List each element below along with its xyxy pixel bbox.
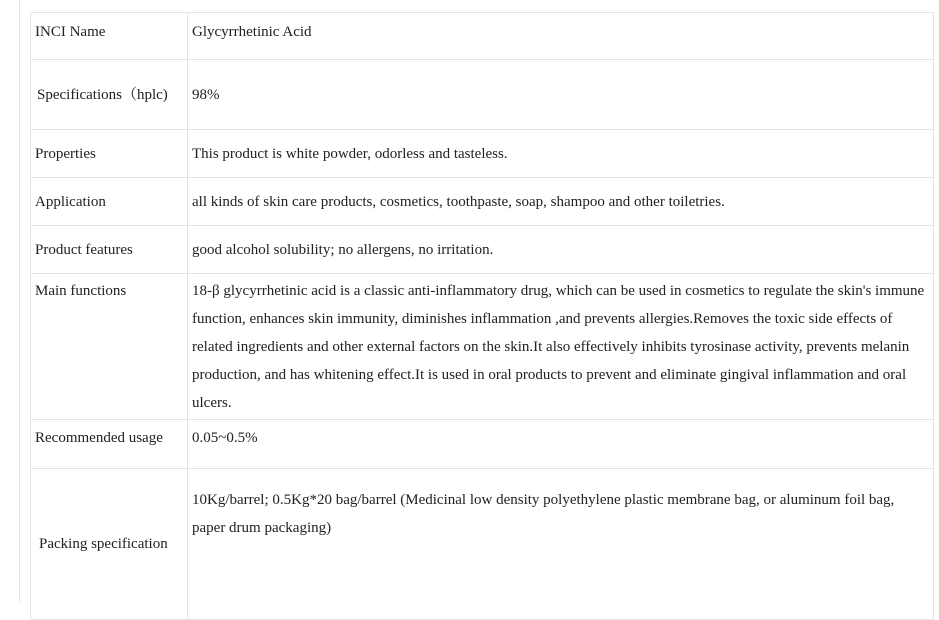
table-row-product-features — [31, 226, 934, 274]
table-row-packing-specification — [31, 469, 934, 620]
row-value: 0.05~0.5% — [188, 420, 934, 469]
row-label: INCI Name — [31, 13, 188, 60]
table-row-inci-name — [31, 13, 934, 60]
row-value: good alcohol solubility; no allergens, no irritation. — [188, 226, 934, 274]
row-label: Specifications（hplc) — [31, 60, 188, 130]
row-label: Recommended usage — [31, 420, 188, 469]
row-value: 98% — [188, 60, 934, 130]
row-value: Glycyrrhetinic Acid — [188, 13, 934, 60]
page-left-rule — [19, 0, 20, 603]
row-label: Main functions — [31, 274, 188, 420]
row-value: This product is white powder, odorless and tasteless. — [188, 130, 934, 178]
row-value: 18-β glycyrrhetinic acid is a classic anti-inflammatory drug, which can be used in cosmetics to regulate the skin's immune function, enhances skin immunity, diminishes inflammation ,and prevents allergies.Removes the toxic side effects of related ingredients and other external factors on the skin.It also effectively inhibits tyrosinase activity, prevents melanin production, and has whitening effect.It is used in oral products to prevent and eliminate gingival inflammation and oral ulcers. — [188, 274, 934, 420]
row-value: all kinds of skin care products, cosmetics, toothpaste, soap, shampoo and other toiletries. — [188, 178, 934, 226]
row-label: Application — [31, 178, 188, 226]
row-label: Properties — [31, 130, 188, 178]
product-spec-table — [30, 12, 934, 620]
table-row-main-functions — [31, 274, 934, 420]
row-value: 10Kg/barrel; 0.5Kg*20 bag/barrel (Medicinal low density polyethylene plastic membrane bag, or aluminum foil bag, paper drum packaging) — [188, 469, 934, 620]
table-row-application — [31, 178, 934, 226]
table-row-recommended-usage — [31, 420, 934, 469]
table-row-specifications — [31, 60, 934, 130]
row-label: Product features — [31, 226, 188, 274]
row-label: Packing specification — [31, 469, 188, 620]
table-row-properties — [31, 130, 934, 178]
